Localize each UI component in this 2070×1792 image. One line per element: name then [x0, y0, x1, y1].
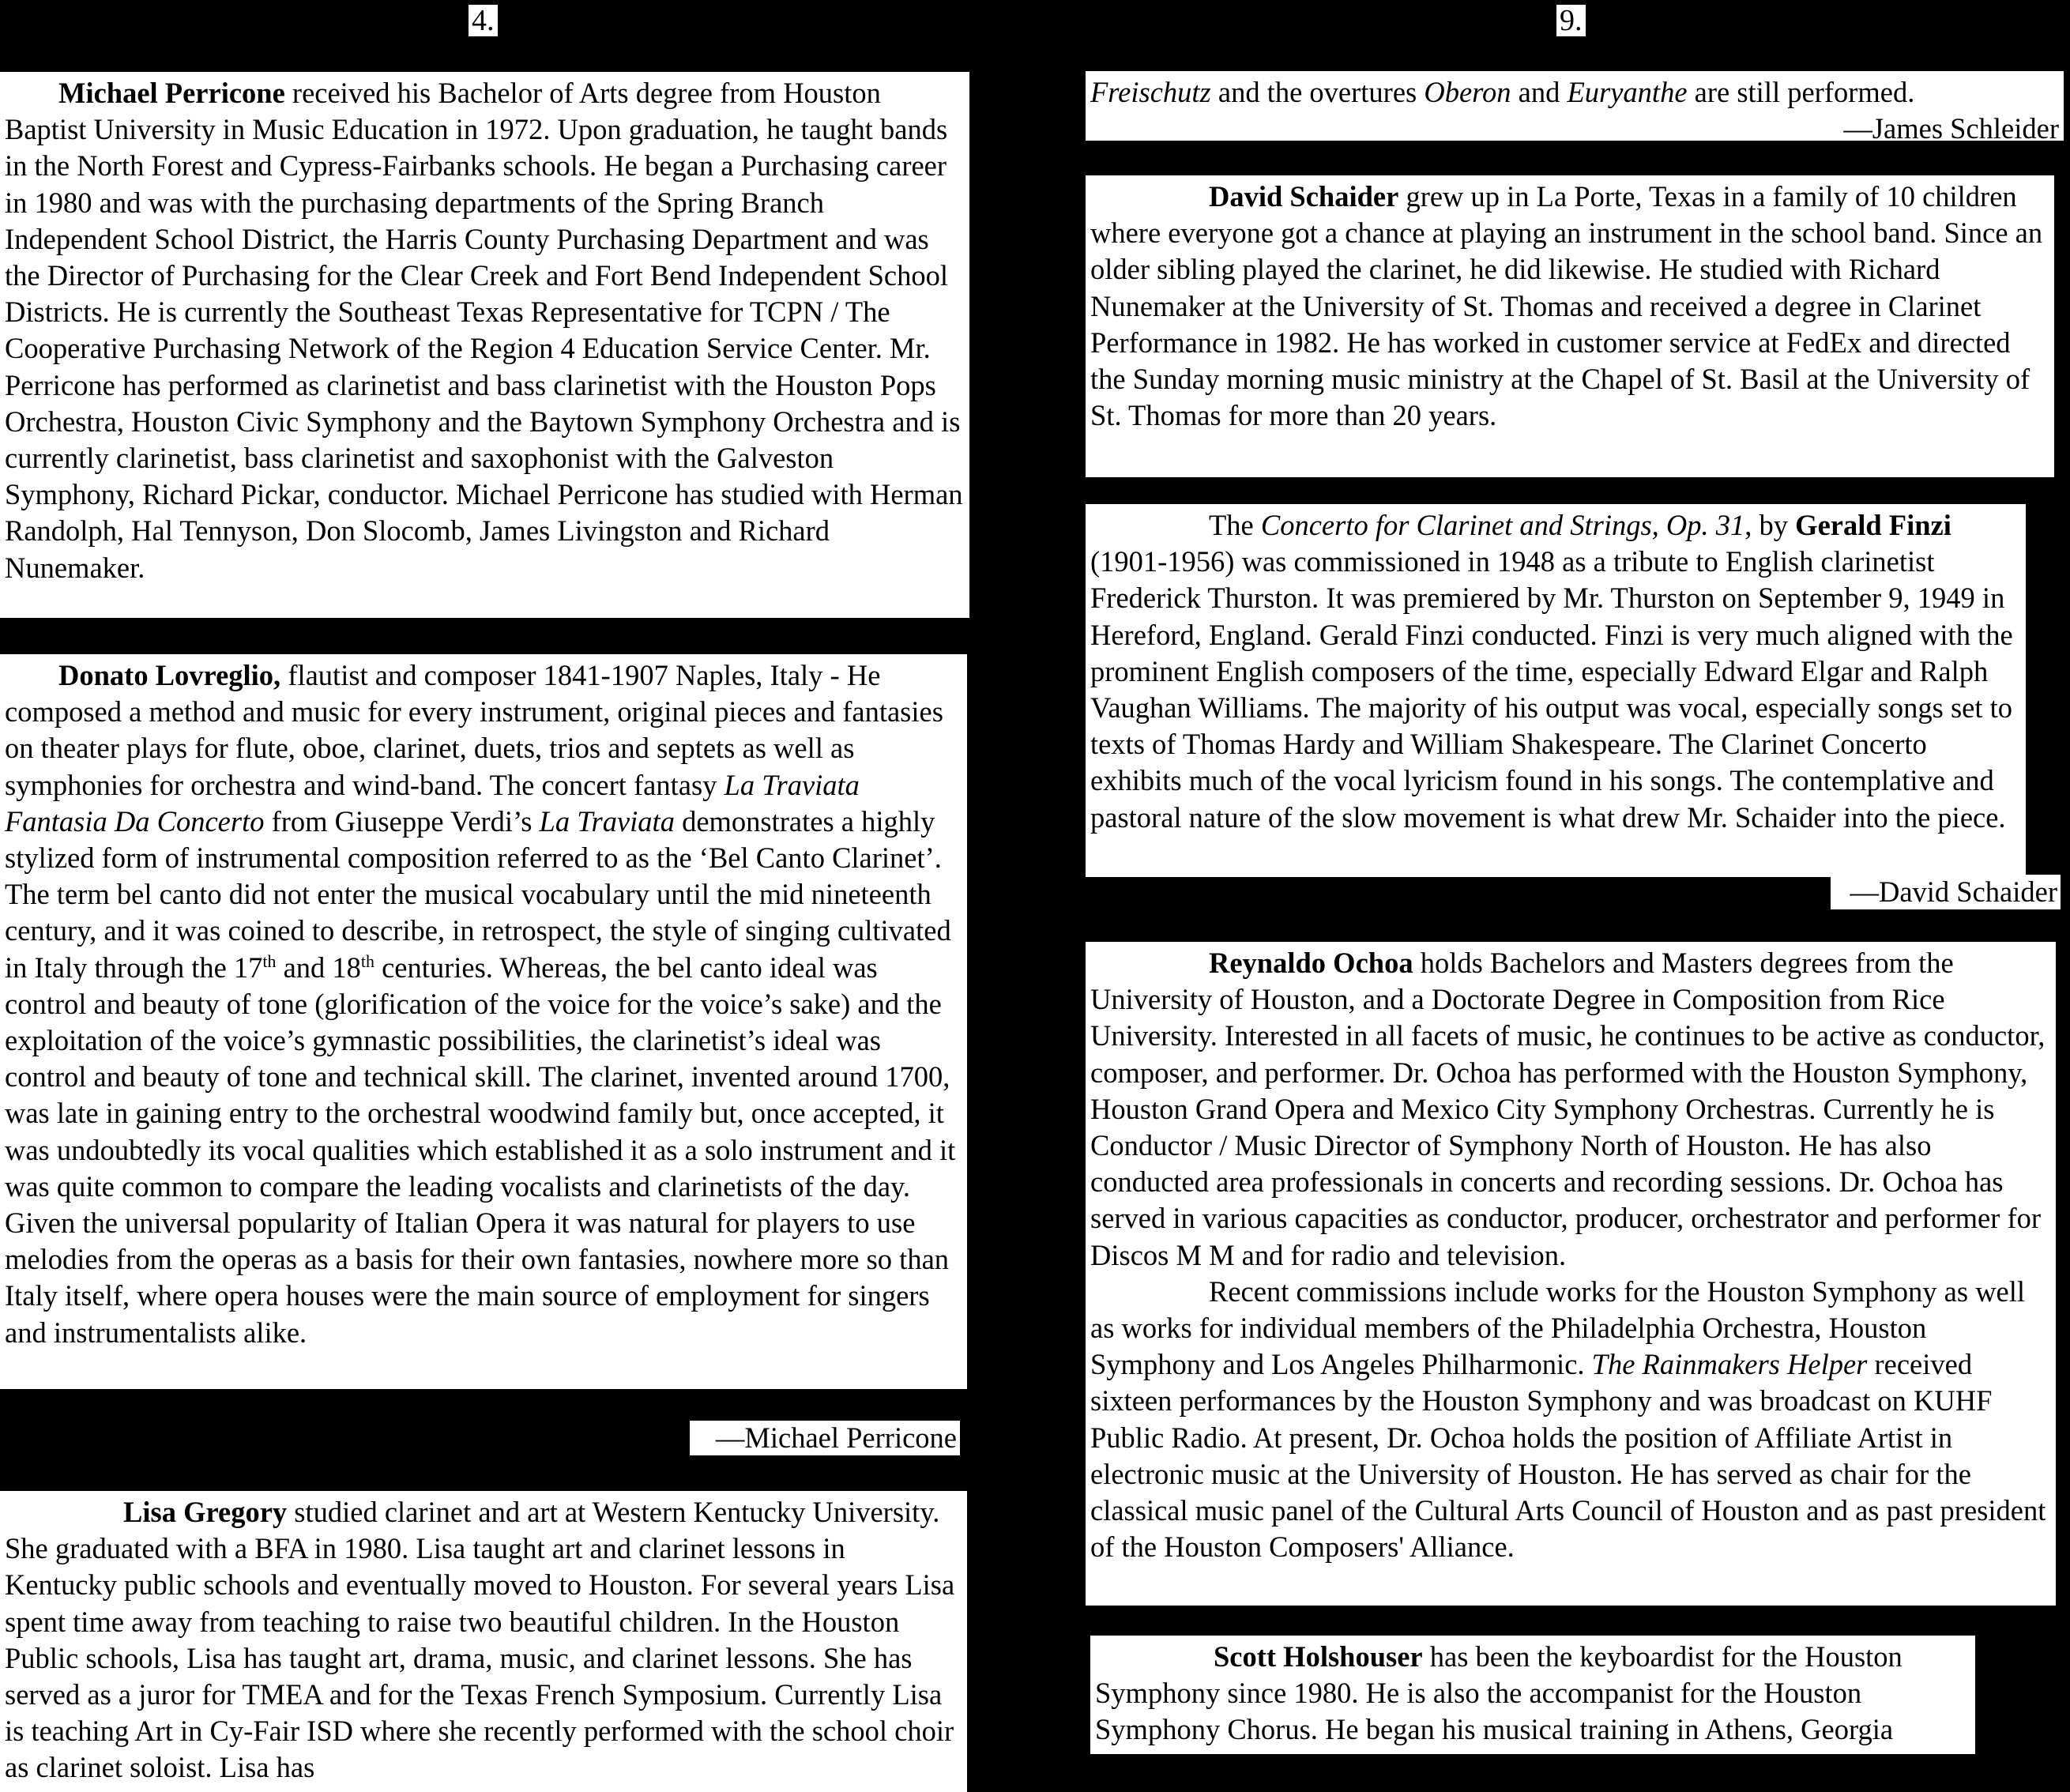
note-lovreglio-traviata: Donato Lovreglio, flautist and composer 1841-1907 Naples, Italy - He composed a method and music for every instrument, original pieces and fantasies on theater plays for flute, oboe, clarinet, duets, trios and septets as well as symphonies for orchestra and wind-band. The concert fantasy La Traviata Fantasia Da Concerto from Giuseppe Verdi’s La Traviata demonstrates a highly stylized form of instrumental composition referred to as the ‘Bel Canto Clarinet’. The term bel canto did not enter the musical vocabulary until the mid nineteenth century, and it was coined to describe, in retrospect, the style of singing cultivated in Italy through the 17th and 18th centuries. Whereas, the bel canto ideal was control and beauty of tone (glorification of the voice for the voice’s sake) and the exploitation of the voice’s gymnastic possibilities, the clarinetist’s ideal was control and beauty of tone and technical skill. The clarinet, invented around 1700, was late in gaining entry to the orchestral woodwind family but, once accepted, it was undoubtedly its vocal qualities which established it as a solo instrument and it was quite common to compare the leading vocalists and clarinetists of the day. Given the universal popularity of Italian Opera it was natural for players to use melodies from the operas as a basis for their own fantasies, nowhere more so than Italy itself, where opera houses were the main source of employment for singers and instrumentalists alike.	[0, 654, 967, 1389]
bio-name: David Schaider	[1209, 180, 1399, 213]
bio-text: received his Bachelor of Arts degree from Houston Baptist University in Music Education in 1972. Upon graduation, he taught bands in the North Forest and Cypress-Fairbanks schools. He began a Purchasing career in 1980 and was with the purchasing departments of the Spring Branch Independent School District, the Harris County Purchasing Department and was the Director of Purchasing for the Clear Creek and Fort Bend Independent School Districts. He is currently the Southeast Texas Representative for TCPN / The Cooperative Purchasing Network of the Region 4 Education Service Center. Mr. Perricone has performed as clarinetist and bass clarinetist with the Houston Pops Orchestra, Houston Civic Symphony and the Baytown Symphony Orchestra and is currently clarinetist, bass clarinetist and saxophonist with the Galveston Symphony, Richard Pickar, conductor. Michael Perricone has studied with Herman Randolph, Hal Tennyson, Don Slocomb, James Livingston and Richard Nunemaker.	[5, 77, 963, 584]
bio-lisa-gregory	[0, 1491, 967, 1792]
work-title: The Rainmakers Helper	[1591, 1348, 1868, 1381]
composer-name: Gerald Finzi	[1795, 509, 1951, 541]
note-finzi-concerto: The Concerto for Clarinet and Strings, Op. 31, by Gerald Finzi (1901-1956) was commissioned in 1948 as a tribute to English clarinetist Frederick Thurston. It was premiered by Mr. Thurston on September 9, 1949 in Hereford, England. Gerald Finzi conducted. Finzi is very much aligned with the prominent English composers of the time, especially Edward Elgar and Ralph Vaughan Williams. The majority of his output was vocal, especially songs set to texts of Thomas Hardy and William Shakespeare. The Clarinet Concerto exhibits much of the vocal lyricism found in his songs. The contemplative and pastoral nature of the slow movement is what drew Mr. Schaider into the piece.	[1086, 504, 2026, 877]
bio-name: Scott Holshouser	[1214, 1640, 1423, 1673]
page-number-left: 4.	[469, 5, 498, 36]
page-number-right: 9.	[1556, 5, 1586, 36]
bio-name: Michael Perricone	[58, 77, 285, 109]
attribution-michael-perricone: —Michael Perricone	[690, 1421, 960, 1455]
bio-michael-perricone	[0, 72, 969, 618]
opera-title: La Traviata	[539, 804, 675, 838]
composer-name: Donato Lovreglio,	[58, 659, 281, 691]
bio-text: studied clarinet and art at Western Kentucky University. She graduated with a BFA in 1980. Lisa taught art and clarinet lessons in Kentucky public schools and eventually moved to Houston. For several years Lisa spent time away from teaching to raise two beautiful children. In the Houston Public schools, Lisa has taught art, drama, music, and clarinet lessons. She has served as a juror for TMEA and for the Texas French Symposium. Currently Lisa is teaching Art in Cy-Fair ISD where she recently performed with the school choir as clarinet soloist. Lisa has	[5, 1496, 955, 1784]
bio-text: grew up in La Porte, Texas in a family of 10 children where everyone got a chance at playing an instrument in the school band. Since an older sibling played the clarinet, he did likewise. He studied with Richard Nunemaker at the University of St. Thomas and received a degree in Clarinet Performance in 1982. He has worked in customer service at FedEx and directed the Sunday morning music ministry at the Chapel of St. Basil at the University of St. Thomas for more than 20 years.	[1090, 180, 2043, 432]
bio-name: Lisa Gregory	[123, 1496, 288, 1528]
bio-text: holds Bachelors and Masters degrees from the University of Houston, and a Doctorate Degree in Composition from Rice University. Interested in all facets of music, he continues to be active as conductor, composer, and performer. Dr. Ochoa has performed with the Houston Symphony, Houston Grand Opera and Mexico City Symphony Orchestras. Currently he is Conductor / Music Director of Symphony North of Houston. He has also conducted area professionals in concerts and recording sessions. Dr. Ochoa has served in various capacities as conductor, producer, orchestrator and performer for Discos M M and for radio and television.	[1090, 947, 2046, 1271]
work-title: La Traviata Fantasia Da Concerto	[5, 768, 860, 838]
bio-name: Reynaldo Ochoa	[1209, 947, 1413, 979]
bio-scott-holshouser	[1090, 1636, 1975, 1754]
bio-reynaldo-ochoa: Reynaldo Ochoa holds Bachelors and Masters degrees from the University of Houston, and a Doctorate Degree in Composition from Rice University. Interested in all facets of music, he continues to be active as conductor, composer, and performer. Dr. Ochoa has performed with the Houston Symphony, Houston Grand Opera and Mexico City Symphony Orchestras. Currently he is Conductor / Music Director of Symphony North of Houston. He has also conducted area professionals in concerts and recording sessions. Dr. Ochoa has served in various capacities as conductor, producer, orchestrator and performer for Discos M M and for radio and television. Recent commissions include works for the Houston Symphony as well as works for individual members of the Philadelphia Orchestra, Houston Symphony and Los Angeles Philharmonic. The Rainmakers Helper received sixteen performances by the Houston Symphony and was broadcast on KUHF Public Radio. At present, Dr. Ochoa holds the position of Affiliate Artist in electronic music at the University of Houston. He has served as chair for the classical music panel of the Cultural Arts Council of Houston and as past president of the Houston Composers' Alliance.	[1086, 942, 2056, 1606]
note-weber-continued: Freischutz and the overtures Oberon and Euryanthe are still performed. —James Schleider	[1086, 71, 2064, 141]
work-title: Concerto for Clarinet and Strings, Op. 31	[1260, 509, 1745, 541]
bio-text: has been the keyboardist for the Houston Symphony since 1980. He is also the accompanist for the Houston Symphony Chorus. He began his musical training in Athens, Georgia	[1095, 1640, 1903, 1746]
bio-david-schaider	[1086, 175, 2054, 477]
attribution-david-schaider: —David Schaider	[1831, 875, 2061, 909]
attribution-james-schleider: —James Schleider	[1843, 112, 2059, 141]
